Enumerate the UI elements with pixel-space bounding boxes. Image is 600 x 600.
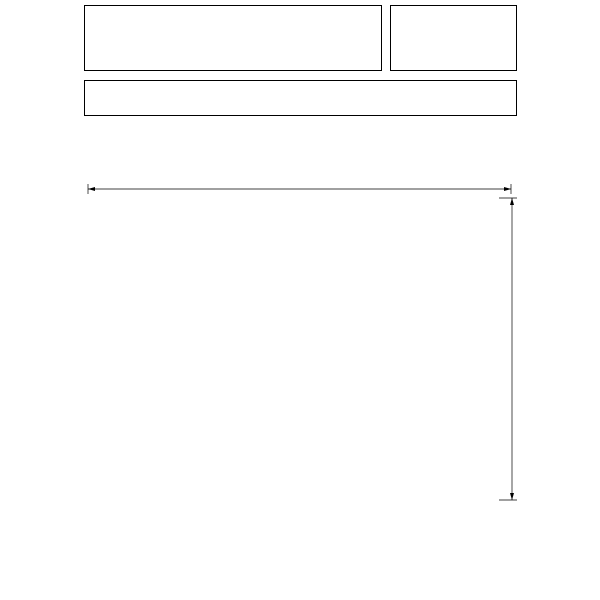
height-dimension — [499, 198, 517, 500]
width-dimension — [88, 184, 511, 194]
